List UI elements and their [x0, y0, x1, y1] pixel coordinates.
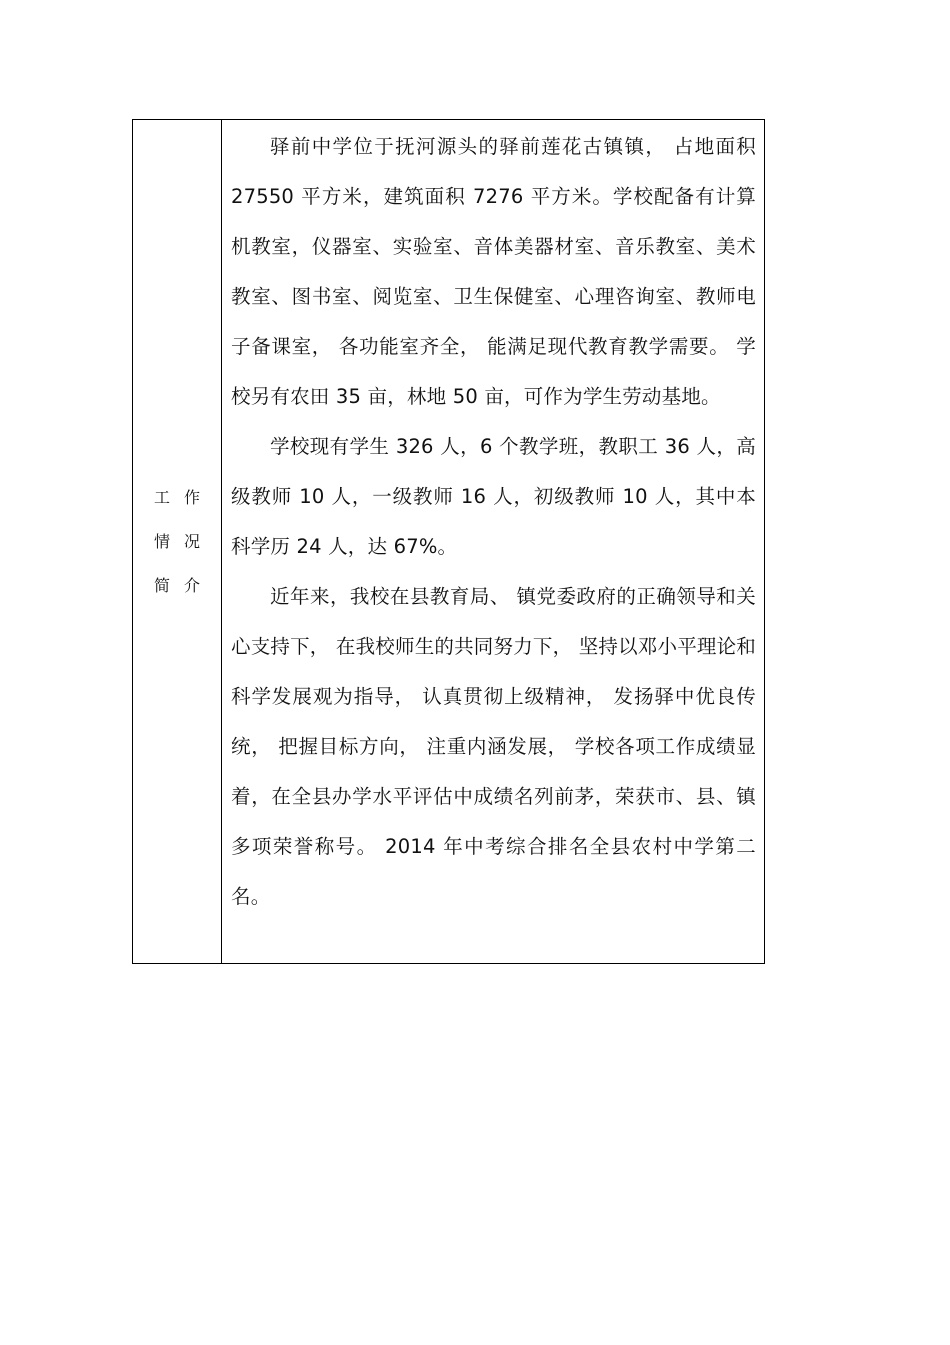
paragraph-school-facilities: 驿前中学位于抚河源头的驿前莲花古镇镇， 占地面积 27550 平方米，建筑面积 7276 平方米。学校配备有计算机教室，仪器室、实验室、音体美器材室、音乐教室、美术教室、图书室、阅览室、卫生保健室、心理咨询室、教师电子备课室， 各功能室齐全， 能满足现代教育教学需要。 学校另有农田 35 亩，林地 50 亩，可作为学生劳动基地。: [231, 135, 756, 408]
paragraph-achievements: 近年来，我校在县教育局、 镇党委政府的正确领导和关心支持下， 在我校师生的共同努力下， 坚持以邓小平理论和科学发展观为指导， 认真贯彻上级精神， 发扬驿中优良传统， 把握目标方向， 注重内涵发展， 学校各项工作成绩显着，在全县办学水平评估中成绩名列前茅，荣获市、县、镇多项荣誉称号。 2014 年中考综合排名全县农村中学第二名。: [231, 585, 756, 908]
paragraph-staff-students: 学校现有学生 326 人，6 个教学班，教职工 36 人，高级教师 10 人，一级教师 16 人，初级教师 10 人，其中本科学历 24 人，达 67%。: [231, 435, 756, 558]
work-summary-table: [132, 119, 765, 964]
content-cell: [222, 120, 764, 963]
label-line-3: 简介: [153, 575, 214, 595]
label-line-2: 情况: [153, 531, 214, 551]
label-line-1: 工作: [153, 487, 214, 507]
label-cell: [133, 120, 222, 963]
